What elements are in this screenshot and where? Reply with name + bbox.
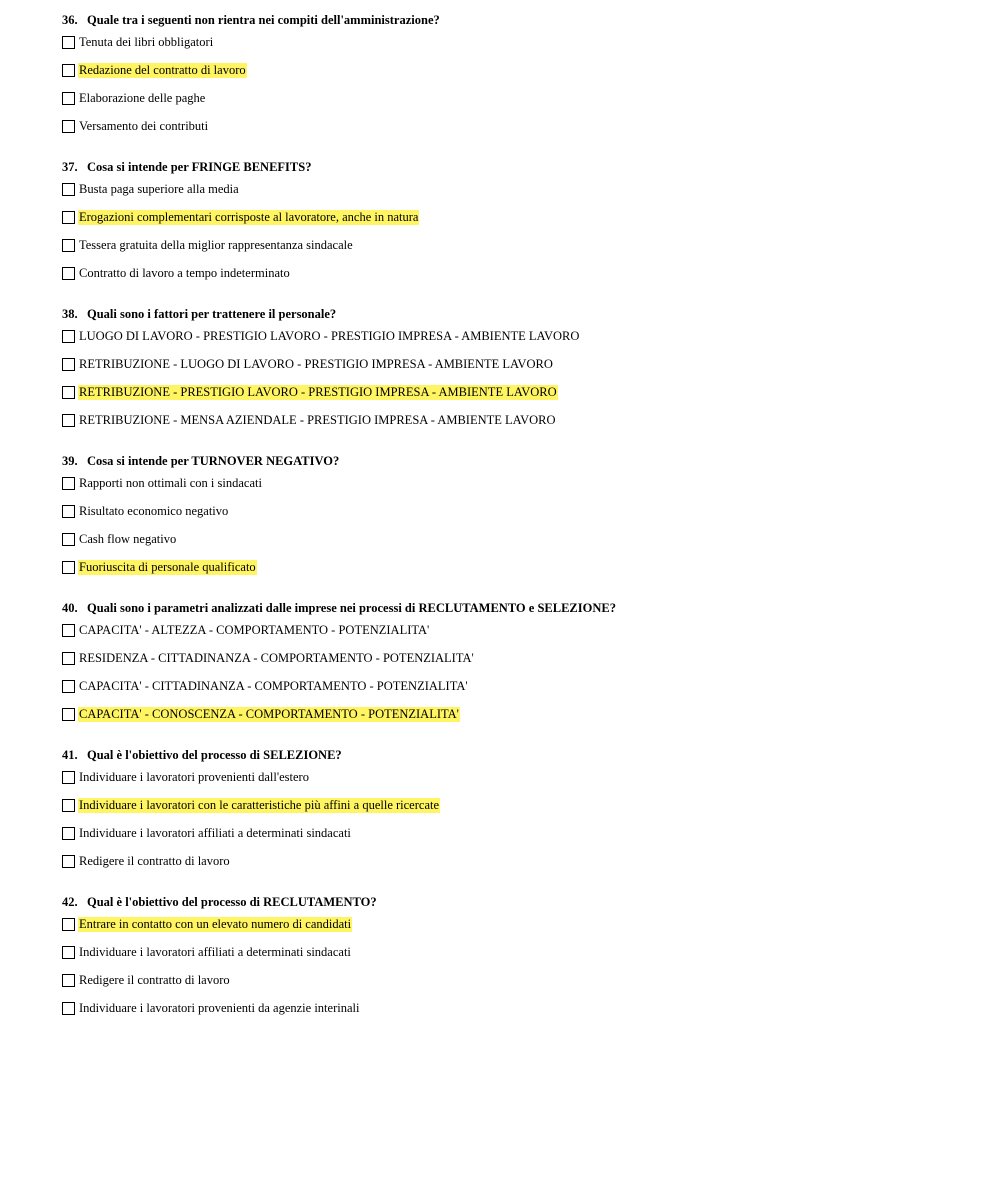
question-41 — [62, 747, 982, 882]
question-38 — [62, 306, 982, 441]
answer-option[interactable] — [62, 770, 982, 798]
question-title — [62, 894, 982, 910]
answer-label: RESIDENZA - CITTADINANZA - COMPORTAMENTO - POTENZIALITA' — [79, 651, 474, 665]
answer-option[interactable] — [62, 357, 982, 385]
answer-option[interactable] — [62, 266, 982, 294]
answer-label-highlighted: CAPACITA' - CONOSCENZA - COMPORTAMENTO - POTENZIALITA' — [79, 707, 459, 721]
answer-checkbox[interactable] — [62, 680, 75, 693]
answer-checkbox[interactable] — [62, 855, 75, 868]
answer-option[interactable] — [62, 826, 982, 854]
answer-checkbox[interactable] — [62, 974, 75, 987]
answer-option[interactable] — [62, 91, 982, 119]
question-number: 41. — [62, 748, 78, 762]
answer-option[interactable] — [62, 63, 982, 91]
answer-label: Elaborazione delle paghe — [79, 91, 206, 105]
answer-label: Rapporti non ottimali con i sindacati — [79, 476, 262, 490]
answer-option[interactable] — [62, 182, 982, 210]
question-number: 38. — [62, 307, 78, 321]
answer-label: RETRIBUZIONE - LUOGO DI LAVORO - PRESTIGIO IMPRESA - AMBIENTE LAVORO — [79, 357, 553, 371]
answer-label: LUOGO DI LAVORO - PRESTIGIO LAVORO - PRESTIGIO IMPRESA - AMBIENTE LAVORO — [79, 329, 580, 343]
question-37 — [62, 159, 982, 294]
answer-option[interactable] — [62, 707, 982, 735]
question-text: Cosa si intende per TURNOVER NEGATIVO? — [87, 454, 340, 468]
answer-label: Tessera gratuita della miglior rappresentanza sindacale — [79, 238, 353, 252]
answer-option[interactable] — [62, 210, 982, 238]
answer-option[interactable] — [62, 413, 982, 441]
answer-option[interactable] — [62, 238, 982, 266]
answer-option[interactable] — [62, 679, 982, 707]
answer-checkbox[interactable] — [62, 211, 75, 224]
answer-label-highlighted: RETRIBUZIONE - PRESTIGIO LAVORO - PRESTIGIO IMPRESA - AMBIENTE LAVORO — [79, 385, 557, 399]
answer-checkbox[interactable] — [62, 652, 75, 665]
answer-checkbox[interactable] — [62, 267, 75, 280]
answer-label: Individuare i lavoratori affiliati a determinati sindacati — [79, 945, 351, 959]
answer-label-highlighted: Erogazioni complementari corrisposte al lavoratore, anche in natura — [79, 210, 419, 224]
question-number: 42. — [62, 895, 78, 909]
question-text: Quali sono i fattori per trattenere il personale? — [87, 307, 337, 321]
answer-label: Versamento dei contributi — [79, 119, 209, 133]
answer-checkbox[interactable] — [62, 239, 75, 252]
question-title — [62, 747, 982, 763]
question-title — [62, 453, 982, 469]
answer-checkbox[interactable] — [62, 92, 75, 105]
answer-label-highlighted: Redazione del contratto di lavoro — [79, 63, 246, 77]
answer-label: RETRIBUZIONE - MENSA AZIENDALE - PRESTIGIO IMPRESA - AMBIENTE LAVORO — [79, 413, 556, 427]
answer-checkbox[interactable] — [62, 183, 75, 196]
answer-option[interactable] — [62, 385, 982, 413]
answer-option[interactable] — [62, 623, 982, 651]
answer-label: Contratto di lavoro a tempo indeterminato — [79, 266, 290, 280]
answer-checkbox[interactable] — [62, 120, 75, 133]
answer-label: Cash flow negativo — [79, 532, 177, 546]
answer-label-highlighted: Fuoriuscita di personale qualificato — [79, 560, 256, 574]
answer-checkbox[interactable] — [62, 386, 75, 399]
answer-checkbox[interactable] — [62, 358, 75, 371]
answer-option[interactable] — [62, 917, 982, 945]
answer-checkbox[interactable] — [62, 799, 75, 812]
answer-checkbox[interactable] — [62, 827, 75, 840]
quiz-page — [62, 12, 982, 1041]
answer-label: CAPACITA' - ALTEZZA - COMPORTAMENTO - POTENZIALITA' — [79, 623, 430, 637]
answer-option[interactable] — [62, 854, 982, 882]
question-text: Qual è l'obiettivo del processo di RECLUTAMENTO? — [87, 895, 377, 909]
answer-option[interactable] — [62, 973, 982, 1001]
question-number: 40. — [62, 601, 78, 615]
answer-checkbox[interactable] — [62, 771, 75, 784]
answer-checkbox[interactable] — [62, 561, 75, 574]
answer-checkbox[interactable] — [62, 505, 75, 518]
answer-option[interactable] — [62, 1001, 982, 1029]
answer-checkbox[interactable] — [62, 1002, 75, 1015]
answer-checkbox[interactable] — [62, 946, 75, 959]
answer-checkbox[interactable] — [62, 624, 75, 637]
answer-label: Tenuta dei libri obbligatori — [79, 35, 214, 49]
question-number: 39. — [62, 454, 78, 468]
answer-label: Individuare i lavoratori provenienti dall'estero — [79, 770, 309, 784]
answer-label-highlighted: Entrare in contatto con un elevato numero di candidati — [79, 917, 352, 931]
question-number: 37. — [62, 160, 78, 174]
question-title — [62, 600, 982, 616]
answer-label: Redigere il contratto di lavoro — [79, 854, 230, 868]
answer-option[interactable] — [62, 329, 982, 357]
answer-checkbox[interactable] — [62, 533, 75, 546]
answer-checkbox[interactable] — [62, 64, 75, 77]
question-text: Quali sono i parametri analizzati dalle imprese nei processi di RECLUTAMENTO e SELEZIONE? — [87, 601, 616, 615]
question-36 — [62, 12, 982, 147]
question-title — [62, 306, 982, 322]
answer-option[interactable] — [62, 651, 982, 679]
answer-option[interactable] — [62, 798, 982, 826]
question-text: Cosa si intende per FRINGE BENEFITS? — [87, 160, 312, 174]
answer-option[interactable] — [62, 532, 982, 560]
question-number: 36. — [62, 13, 78, 27]
answer-option[interactable] — [62, 476, 982, 504]
answer-checkbox[interactable] — [62, 36, 75, 49]
answer-label-highlighted: Individuare i lavoratori con le caratteristiche più affini a quelle ricercate — [79, 798, 440, 812]
answer-checkbox[interactable] — [62, 918, 75, 931]
question-39 — [62, 453, 982, 588]
answer-label: Busta paga superiore alla media — [79, 182, 239, 196]
question-text: Quale tra i seguenti non rientra nei compiti dell'amministrazione? — [87, 13, 440, 27]
answer-checkbox[interactable] — [62, 330, 75, 343]
answer-option[interactable] — [62, 945, 982, 973]
answer-label: Individuare i lavoratori affiliati a determinati sindacati — [79, 826, 351, 840]
question-42 — [62, 894, 982, 1029]
answer-option[interactable] — [62, 119, 982, 147]
answer-option[interactable] — [62, 35, 982, 63]
question-40 — [62, 600, 982, 735]
answer-label: Redigere il contratto di lavoro — [79, 973, 230, 987]
answer-label: Individuare i lavoratori provenienti da agenzie interinali — [79, 1001, 360, 1015]
answer-label: CAPACITA' - CITTADINANZA - COMPORTAMENTO - POTENZIALITA' — [79, 679, 468, 693]
question-title — [62, 12, 982, 28]
answer-checkbox[interactable] — [62, 708, 75, 721]
answer-checkbox[interactable] — [62, 414, 75, 427]
question-title — [62, 159, 982, 175]
answer-option[interactable] — [62, 504, 982, 532]
answer-option[interactable] — [62, 560, 982, 588]
answer-label: Risultato economico negativo — [79, 504, 229, 518]
question-text: Qual è l'obiettivo del processo di SELEZIONE? — [87, 748, 342, 762]
answer-checkbox[interactable] — [62, 477, 75, 490]
